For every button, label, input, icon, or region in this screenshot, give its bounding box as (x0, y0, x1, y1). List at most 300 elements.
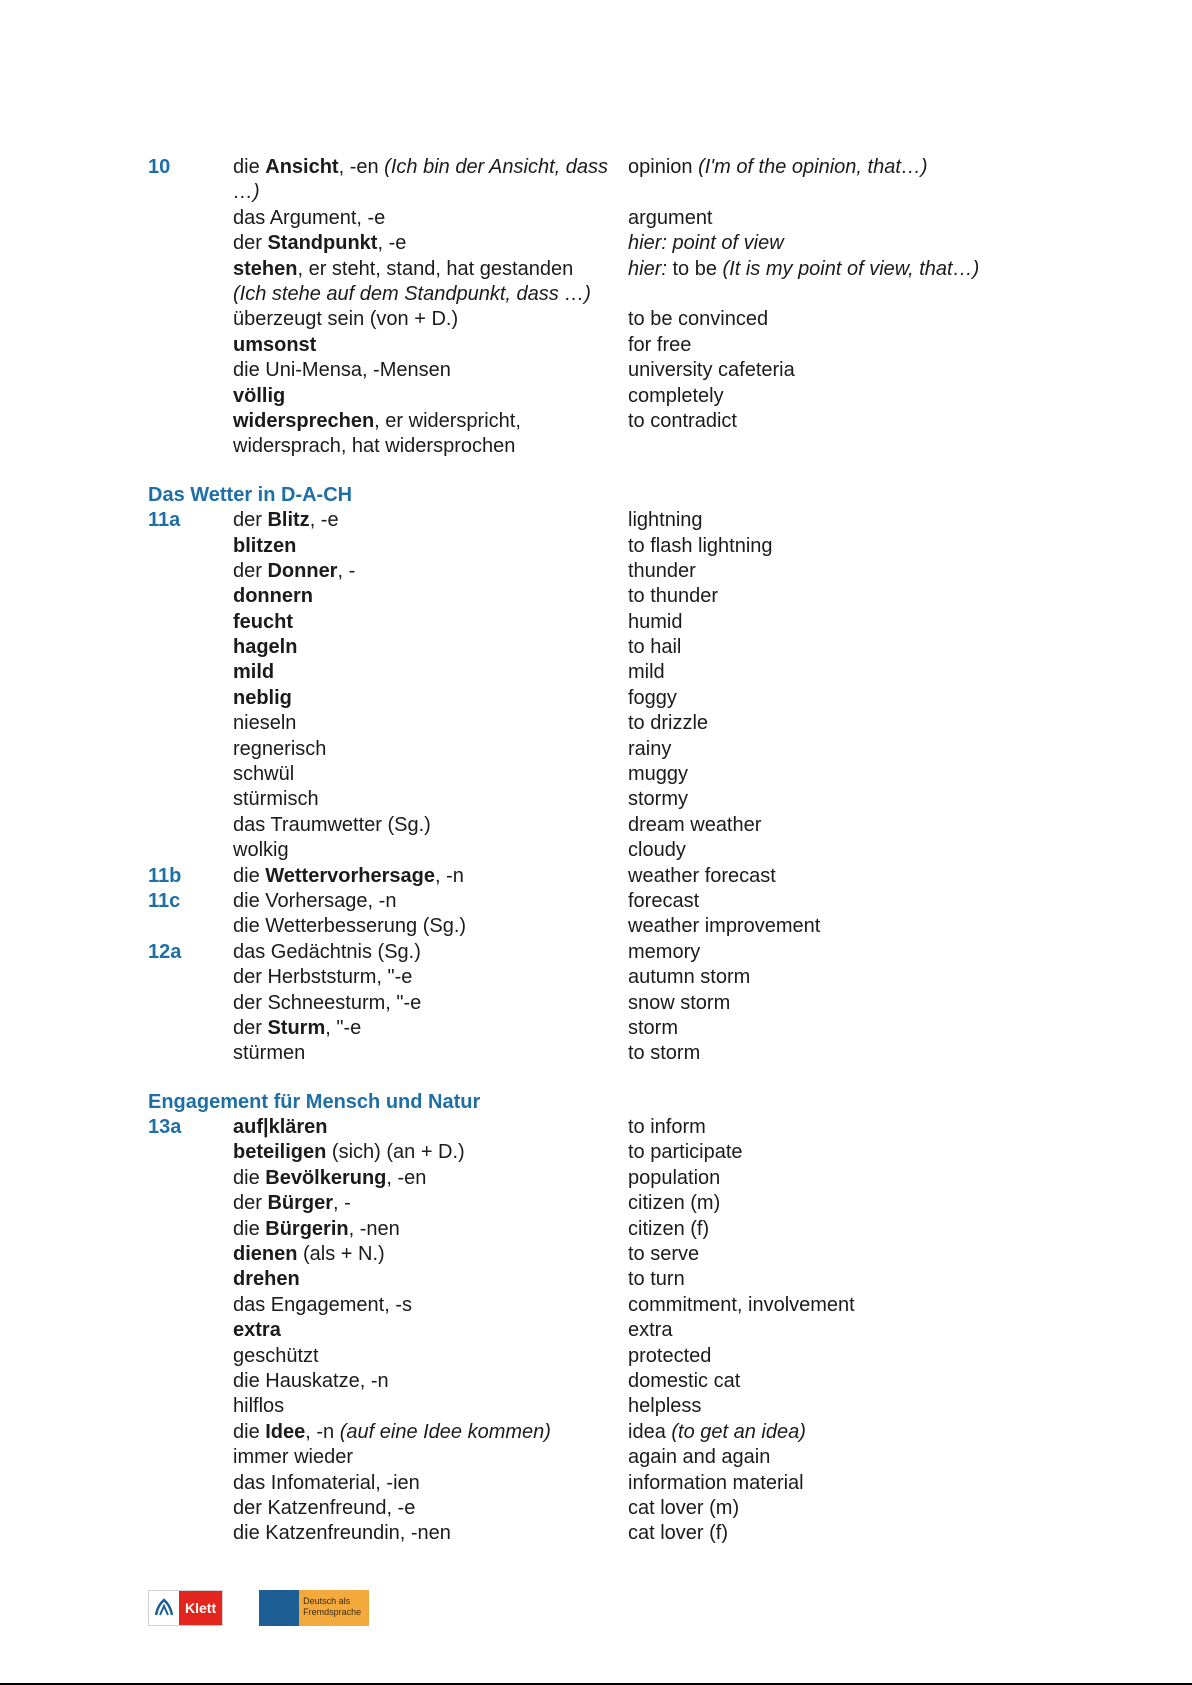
text-run: (I'm of the opinion, that…) (698, 156, 928, 178)
footer (148, 1590, 369, 1626)
english-translation (628, 864, 1148, 889)
text-run: die (233, 1420, 266, 1443)
text-run: argument (628, 206, 713, 229)
text-run: das Traumwetter (Sg.) (233, 813, 431, 836)
english-translation (628, 584, 1148, 609)
english-translation (628, 686, 1148, 711)
german-term (233, 534, 628, 559)
text-run: mild (628, 661, 665, 684)
vocab-row (148, 559, 1148, 584)
english-translation (628, 231, 1148, 256)
english-translation (628, 559, 1148, 584)
unit-number (148, 559, 233, 584)
unit-number (148, 1016, 233, 1041)
german-term (233, 1293, 628, 1318)
text-run: lightning (628, 509, 703, 532)
unit-number (148, 434, 233, 459)
vocab-row (148, 1191, 1148, 1216)
text-run: nieseln (233, 712, 297, 735)
unit-number (148, 206, 233, 231)
german-term (233, 762, 628, 787)
vocab-row (148, 864, 1148, 889)
text-run: das Gedächtnis (Sg.) (233, 940, 421, 963)
english-translation (628, 508, 1148, 533)
german-term (233, 358, 628, 383)
text-run: Sturm (267, 1016, 326, 1039)
unit-number (148, 1267, 233, 1292)
unit-number (148, 610, 233, 635)
text-run: auf|klären (233, 1116, 328, 1139)
text-run: , -nen (348, 1217, 400, 1240)
unit-number (148, 1471, 233, 1496)
text-run: idea (628, 1420, 672, 1443)
text-run: population (628, 1166, 721, 1189)
text-run: die (233, 1166, 266, 1189)
text-run: Ansicht (265, 156, 339, 178)
text-run: das Engagement, -s (233, 1293, 412, 1316)
text-run: stürmen (233, 1042, 306, 1065)
unit-number (148, 1420, 233, 1445)
vocab-row (148, 1521, 1148, 1546)
unit-number (148, 257, 233, 282)
unit-number (148, 737, 233, 762)
english-translation (628, 813, 1148, 838)
text-run: , - (337, 559, 356, 582)
german-term (233, 1041, 628, 1066)
text-run: to flash lightning (628, 534, 773, 557)
text-run: Wettervorhersage (265, 864, 435, 887)
german-term (233, 206, 628, 231)
text-run: to be convinced (628, 308, 769, 331)
english-translation (628, 787, 1148, 812)
unit-number (148, 991, 233, 1016)
unit-number (148, 1166, 233, 1191)
text-run: der Schneesturm, "-e (233, 991, 422, 1014)
english-translation (628, 282, 1148, 307)
english-translation (628, 358, 1148, 383)
vocab-row (148, 737, 1148, 762)
german-term (233, 1267, 628, 1292)
german-term (233, 384, 628, 409)
text-run: umsonst (233, 333, 317, 356)
text-run: der (233, 509, 268, 532)
text-run: to drizzle (628, 712, 709, 735)
vocab-row (148, 155, 1148, 206)
german-term (233, 813, 628, 838)
german-term (233, 584, 628, 609)
german-term (233, 1344, 628, 1369)
vocab-row (148, 358, 1148, 383)
vocab-row (148, 257, 1148, 282)
unit-number (148, 1191, 233, 1216)
unit-number (148, 333, 233, 358)
german-term (233, 1016, 628, 1041)
klett-symbol-icon (149, 1591, 179, 1625)
english-translation (628, 610, 1148, 635)
text-run: der (233, 559, 268, 582)
text-run: feucht (233, 610, 293, 633)
text-run: der (233, 232, 268, 255)
text-run: hier: point of view (628, 232, 784, 255)
text-run: (Ich stehe auf dem Standpunkt, dass …) (233, 282, 591, 305)
english-translation (628, 1496, 1148, 1521)
german-term (233, 155, 628, 206)
english-translation (628, 1420, 1148, 1445)
german-term (233, 1394, 628, 1419)
text-run: Standpunkt (267, 232, 378, 255)
text-run: die Vorhersage, -n (233, 889, 397, 912)
text-run: donnern (233, 585, 313, 608)
text-run: Bürger (267, 1192, 334, 1215)
text-run: muggy (628, 763, 689, 786)
text-run: to be (666, 257, 723, 280)
daf-logo (259, 1590, 369, 1626)
unit-number (148, 914, 233, 939)
german-term (233, 508, 628, 533)
english-translation (628, 534, 1148, 559)
unit-number (148, 307, 233, 332)
text-run: das Infomaterial, -ien (233, 1471, 420, 1494)
vocab-row (148, 1344, 1148, 1369)
german-term (233, 889, 628, 914)
german-term (233, 1471, 628, 1496)
german-term (233, 1242, 628, 1267)
unit-number (148, 1496, 233, 1521)
text-run: extra (628, 1319, 673, 1342)
unit-number (148, 838, 233, 863)
text-run: überzeugt sein (von + D.) (233, 308, 459, 331)
text-run: Blitz (267, 509, 310, 532)
text-run: foggy (628, 686, 677, 709)
german-term (233, 940, 628, 965)
section-title: Das Wetter in D-A-CH (148, 483, 353, 506)
german-term (233, 660, 628, 685)
text-run: die Uni-Mensa, -Mensen (233, 359, 451, 382)
text-run: completely (628, 384, 724, 407)
text-run: geschützt (233, 1344, 319, 1367)
vocab-row (148, 282, 1148, 307)
vocab-row (148, 889, 1148, 914)
english-translation (628, 434, 1148, 459)
text-run: widersprechen (233, 409, 375, 432)
text-run: autumn storm (628, 966, 751, 989)
vocab-row (148, 762, 1148, 787)
text-run: weather improvement (628, 915, 821, 938)
text-run: blitzen (233, 534, 297, 557)
german-term (233, 409, 628, 434)
vocab-row (148, 635, 1148, 660)
english-translation (628, 965, 1148, 990)
text-run: memory (628, 940, 701, 963)
text-run: der (233, 1016, 268, 1039)
german-term (233, 711, 628, 736)
german-term (233, 914, 628, 939)
english-translation (628, 1318, 1148, 1343)
vocab-row (148, 991, 1148, 1016)
unit-number (148, 813, 233, 838)
text-run: Bevölkerung (265, 1166, 387, 1189)
german-term (233, 686, 628, 711)
text-run: snow storm (628, 991, 731, 1014)
text-run: , -e (309, 509, 339, 532)
english-translation (628, 1217, 1148, 1242)
text-run: (sich) (an + D.) (326, 1141, 465, 1164)
text-run: for free (628, 333, 692, 356)
vocab-row (148, 965, 1148, 990)
text-run: stormy (628, 788, 688, 811)
text-run: der Herbststurm, "-e (233, 966, 413, 989)
vocab-row (148, 686, 1148, 711)
text-run: , er widerspricht, (374, 409, 521, 432)
unit-number (148, 1521, 233, 1546)
unit-number (148, 762, 233, 787)
text-run: der (233, 1192, 268, 1215)
german-term (233, 1140, 628, 1165)
unit-number (148, 635, 233, 660)
text-run: das Argument, -e (233, 206, 386, 229)
german-term (233, 257, 628, 282)
text-run: Idee (265, 1420, 306, 1443)
text-run: to inform (628, 1116, 706, 1139)
text-run: der Katzenfreund, -e (233, 1496, 416, 1519)
vocab-row (148, 1016, 1148, 1041)
text-run: , "-e (325, 1016, 362, 1039)
english-translation (628, 409, 1148, 434)
vocab-row (148, 333, 1148, 358)
text-run: dienen (233, 1243, 298, 1266)
english-translation (628, 1267, 1148, 1292)
text-run: university cafeteria (628, 359, 795, 382)
vocab-row (148, 1293, 1148, 1318)
daf-blue-block (259, 1590, 299, 1626)
vocab-row (148, 1140, 1148, 1165)
text-run: mild (233, 661, 275, 684)
unit-number (148, 1217, 233, 1242)
text-run: to thunder (628, 585, 719, 608)
text-run: cat lover (m) (628, 1496, 740, 1519)
text-run: again and again (628, 1446, 771, 1469)
text-run: , -e (377, 232, 407, 255)
text-run: die Hauskatze, -n (233, 1370, 389, 1392)
vocab-row (148, 434, 1148, 459)
text-run: (auf eine Idee kommen) (339, 1420, 551, 1443)
vocab-row (148, 534, 1148, 559)
vocab-row (148, 1445, 1148, 1470)
vocab-row (148, 1471, 1148, 1496)
english-translation (628, 1041, 1148, 1066)
text-run: die Katzenfreundin, -nen (233, 1522, 451, 1545)
text-run: , -en (386, 1166, 427, 1189)
text-run: (It is my point of view, that…) (722, 257, 980, 280)
vocab-row (148, 1496, 1148, 1521)
text-run: völlig (233, 384, 286, 407)
unit-number (148, 282, 233, 307)
klett-logo (148, 1590, 223, 1626)
unit-number (148, 384, 233, 409)
german-term (233, 1217, 628, 1242)
german-term (233, 282, 628, 307)
english-translation (628, 257, 1148, 282)
text-run: extra (233, 1319, 281, 1342)
text-run: wolkig (233, 839, 289, 862)
unit-number (148, 409, 233, 434)
unit-number (148, 1041, 233, 1066)
english-translation (628, 1471, 1148, 1496)
unit-number (148, 358, 233, 383)
vocab-row (148, 409, 1148, 434)
vocab-row (148, 508, 1148, 533)
unit-number (148, 660, 233, 685)
text-run: stürmisch (233, 788, 319, 811)
vocab-row (148, 1041, 1148, 1066)
german-term (233, 610, 628, 635)
text-run: commitment, involvement (628, 1293, 855, 1316)
german-term (233, 434, 628, 459)
german-term (233, 1496, 628, 1521)
unit-number: 13a (148, 1116, 182, 1139)
text-run: die (233, 864, 266, 887)
text-run: thunder (628, 559, 696, 582)
text-run: cat lover (f) (628, 1522, 729, 1545)
vocab-row (148, 1166, 1148, 1191)
vocab-row (148, 1267, 1148, 1292)
text-run: neblig (233, 686, 292, 709)
text-run: widersprach, hat widersprochen (233, 435, 516, 458)
text-run: drehen (233, 1268, 300, 1291)
unit-number (148, 787, 233, 812)
text-run: weather forecast (628, 864, 776, 887)
unit-number: 12a (148, 940, 182, 963)
vocab-row (148, 1369, 1148, 1394)
text-run: storm (628, 1016, 678, 1039)
text-run: Donner (267, 559, 338, 582)
german-term (233, 737, 628, 762)
english-translation (628, 889, 1148, 914)
text-run: , -n (305, 1420, 340, 1443)
vocab-row (148, 1318, 1148, 1343)
unit-number (148, 711, 233, 736)
text-run: helpless (628, 1395, 702, 1418)
english-translation (628, 635, 1148, 660)
text-run: (als + N.) (297, 1243, 385, 1266)
text-run: stehen (233, 257, 298, 280)
vocab-row (148, 231, 1148, 256)
english-translation (628, 384, 1148, 409)
unit-number (148, 534, 233, 559)
vocab-row (148, 1420, 1148, 1445)
english-translation (628, 737, 1148, 762)
unit-number (148, 1140, 233, 1165)
text-run: , -n (434, 864, 464, 887)
german-term (233, 1115, 628, 1140)
unit-number (148, 1293, 233, 1318)
german-term (233, 965, 628, 990)
german-term (233, 1166, 628, 1191)
unit-number (148, 584, 233, 609)
text-run: hageln (233, 636, 298, 659)
vocab-row (148, 787, 1148, 812)
klett-label: Klett (179, 1591, 222, 1625)
text-run: (Ich bin der Ansicht, dass …) (233, 156, 608, 204)
text-run: rainy (628, 737, 672, 760)
english-translation (628, 1016, 1148, 1041)
english-translation (628, 1394, 1148, 1419)
vocab-row (148, 584, 1148, 609)
text-run: to turn (628, 1268, 685, 1291)
vocabulary-list (148, 155, 1148, 1547)
english-translation (628, 307, 1148, 332)
english-translation (628, 1140, 1148, 1165)
english-translation (628, 333, 1148, 358)
text-run: hier: (628, 257, 667, 280)
unit-number (148, 1344, 233, 1369)
unit-number: 11a (148, 509, 181, 532)
german-term (233, 838, 628, 863)
text-run: to serve (628, 1243, 700, 1266)
text-run: schwül (233, 763, 295, 786)
text-run: die (233, 1217, 266, 1240)
english-translation (628, 1115, 1148, 1140)
english-translation (628, 1369, 1148, 1394)
english-translation (628, 1191, 1148, 1216)
vocab-row (148, 206, 1148, 231)
unit-number (148, 1369, 233, 1394)
english-translation (628, 711, 1148, 736)
german-term (233, 1445, 628, 1470)
english-translation (628, 206, 1148, 231)
german-term (233, 1191, 628, 1216)
text-run: regnerisch (233, 737, 327, 760)
text-run: information material (628, 1471, 804, 1494)
german-term (233, 864, 628, 889)
english-translation (628, 1293, 1148, 1318)
vocab-row (148, 307, 1148, 332)
german-term (233, 991, 628, 1016)
section-title: Engagement für Mensch und Natur (148, 1090, 481, 1113)
text-run: , -en (338, 156, 385, 178)
english-translation (628, 1242, 1148, 1267)
text-run: to participate (628, 1141, 743, 1164)
unit-number (148, 1445, 233, 1470)
unit-number (148, 1394, 233, 1419)
vocab-row (148, 1115, 1148, 1140)
text-run: Bürgerin (265, 1217, 349, 1240)
english-translation (628, 660, 1148, 685)
text-run: forecast (628, 889, 700, 912)
vocab-row (148, 711, 1148, 736)
english-translation (628, 940, 1148, 965)
english-translation (628, 1521, 1148, 1546)
text-run: die Wetterbesserung (Sg.) (233, 915, 467, 938)
vocab-row (148, 838, 1148, 863)
vocab-row (148, 940, 1148, 965)
vocab-row (148, 1217, 1148, 1242)
text-run: , er steht, stand, hat gestanden (297, 257, 574, 280)
vocab-row (148, 1394, 1148, 1419)
unit-number (148, 1242, 233, 1267)
english-translation (628, 762, 1148, 787)
text-run: cloudy (628, 839, 686, 862)
unit-number (148, 686, 233, 711)
vocab-row (148, 813, 1148, 838)
text-run: die (233, 156, 266, 178)
english-translation (628, 1344, 1148, 1369)
german-term (233, 1369, 628, 1394)
english-translation (628, 991, 1148, 1016)
english-translation (628, 1166, 1148, 1191)
english-translation (628, 914, 1148, 939)
vocab-row (148, 384, 1148, 409)
